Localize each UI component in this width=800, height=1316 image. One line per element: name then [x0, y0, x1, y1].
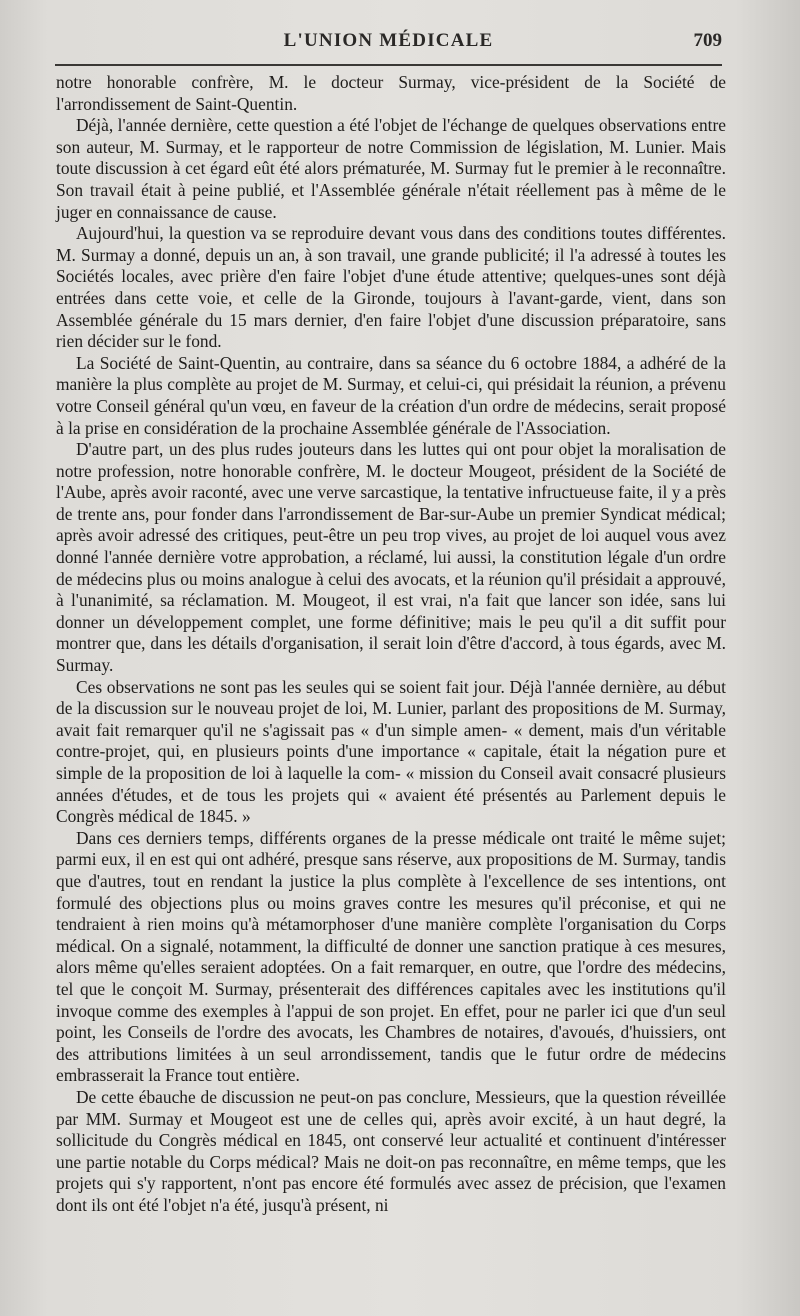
paragraph: Déjà, l'année dernière, cette question a été l'objet de l'échange de quelques observations entre son auteur, M. Surmay, et le rapporteur de notre Commission de législation, M. Lunier. Mais toute discussion à cet égard eût été alors prématurée, M. Surmay fut le premier à le reconnaître. Son travail était à peine publié, et l'Assemblée générale n'était réellement pas à même de le juger en connaissance de cause. [56, 115, 726, 222]
paragraph: D'autre part, un des plus rudes jouteurs dans les luttes qui ont pour objet la moralisation de notre profession, notre honorable confrère, M. le docteur Mougeot, président de la Société de l'Aube, après avoir raconté, avec une verve sarcastique, la tentative infructueuse faite, il y a près de trente ans, pour fonder dans l'arrondissement de Bar-sur-Aube un premier Syndicat médical; après avoir adressé des critiques, peut-être un peu trop vives, au projet de loi auquel vous avez donné l'année dernière votre approbation, a réclamé, lui aussi, la constitution légale d'un ordre de médecins plus ou moins analogue à celui des avocats, et la réunion qu'il présidait a approuvé, à l'unanimité, sa réclamation. M. Mougeot, il est vrai, n'a fait que lancer son idée, sans lui donner un développement complet, une forme définitive; mais le peu qu'il a dit suffit pour montrer que, dans les détails d'organisation, il serait loin d'être d'accord, à tous égards, avec M. Surmay. [56, 439, 726, 676]
body-text [56, 72, 726, 1216]
paragraph: Dans ces derniers temps, différents organes de la presse médicale ont traité le même sujet; parmi eux, il en est qui ont adhéré, presque sans réserve, aux propositions de M. Surmay, tandis que d'autres, tout en rendant la justice la plus complète à l'excellence de ses intentions, ont formulé des objections plus ou moins graves contre les mesures qu'il préconise, et qui ne tendraient à rien moins qu'à métamorphoser d'une manière complète l'organisation du Corps médical. On a signalé, notamment, la difficulté de donner une sanction pratique à ces mesures, alors même qu'elles seraient adoptées. On a fait remarquer, en outre, que l'ordre des médecins, tel que le conçoit M. Surmay, présenterait des différences capitales avec les institutions qu'il invoque comme des exemples à l'appui de son projet. En effet, pour ne parler ici que d'un seul point, les Conseils de l'ordre des avocats, les Chambres de notaires, d'avoués, d'huissiers, ont des attributions limitées à un seul arrondissement, tandis que le futur ordre de médecins embrasserait la France tout entière. [56, 827, 726, 1086]
paragraph: Ces observations ne sont pas les seules qui se soient fait jour. Déjà l'année dernière, au début de la discussion sur le nouveau projet de loi, M. Lunier, parlant des propositions de M. Surmay, avait fait remarquer qu'il ne s'agissait pas « d'un simple amen- « dement, mais d'un véritable contre-projet, qui, en plusieurs points d'une importance « capitale, était la négation pure et simple de la proposition de loi à laquelle la com- « mission du Conseil avait consacré plusieurs années d'études, et de tous les projets qui « avaient été présentés au Parlement depuis le Congrès médical de 1845. » [56, 676, 726, 827]
paragraph: La Société de Saint-Quentin, au contraire, dans sa séance du 6 octobre 1884, a adhéré de la manière la plus complète au projet de M. Surmay, et celui-ci, qui présidait la réunion, a prévenu votre Conseil général qu'un vœu, en faveur de la création d'un ordre de médecins, serait proposé à la prise en considération de la prochaine Assemblée générale de l'Association. [56, 352, 726, 438]
running-title: L'UNION MÉDICALE [283, 30, 494, 51]
paragraph: notre honorable confrère, M. le docteur Surmay, vice-président de la Société de l'arrondissement de Saint-Quentin. [56, 72, 726, 114]
page-header [55, 30, 722, 60]
paragraph: Aujourd'hui, la question va se reproduire devant vous dans des conditions toutes différentes. M. Surmay a donné, depuis un an, à son travail, une grande publicité; il l'a adressé à toutes les Sociétés locales, avec prière d'en faire l'objet d'une étude attentive; quelques-unes sont déjà entrées dans cette voie, et celle de la Gironde, toujours à l'avant-garde, vient, dans son Assemblée générale du 15 mars dernier, d'en faire l'objet d'une discussion préparatoire, sans rien décider sur le fond. [56, 223, 726, 352]
header-rule [55, 64, 722, 66]
paragraph: De cette ébauche de discussion ne peut-on pas conclure, Messieurs, que la question réveillée par MM. Surmay et Mougeot est une de celles qui, après avoir excité, à un haut degré, la sollicitude du Congrès médical en 1845, ont conservé leur actualité et continuent d'intéresser une partie notable du Corps médical? Mais ne doit-on pas reconnaître, en même temps, que les projets qui s'y rapportent, n'ont pas encore été formulés avec assez de précision, que l'examen dont ils ont été l'objet n'a été, jusqu'à présent, ni [56, 1086, 726, 1215]
page-number: 709 [693, 30, 722, 51]
